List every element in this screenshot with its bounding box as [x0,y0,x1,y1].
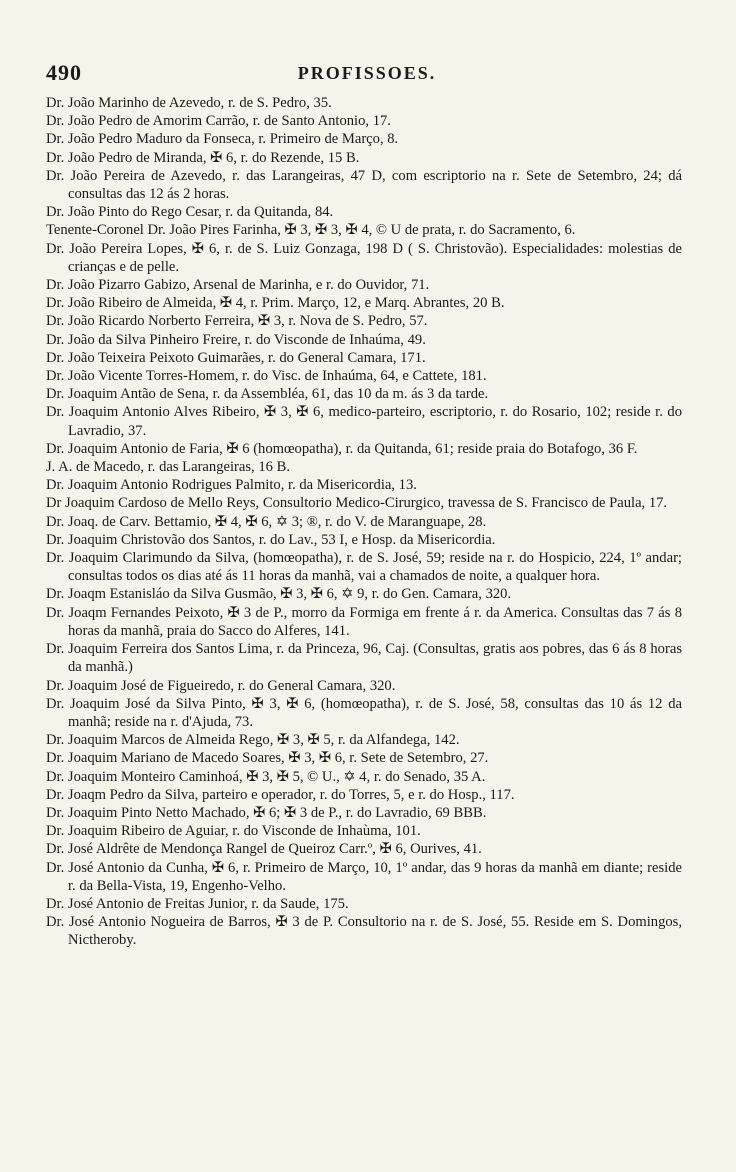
list-item: Dr. Joaquim Christovão dos Santos, r. do Lav., 53 I, e Hosp. da Misericordia. [46,531,496,548]
list-item: J. A. de Macedo, r. das Larangeiras, 16 B. [46,459,290,476]
entry-list [46,94,682,950]
list-item: Dr. Joaquim Mariano de Macedo Soares, ✠ 3, ✠ 6, r. Sete de Setembro, 27. [46,750,489,767]
list-item: Dr. Joaquim Antão de Sena, r. da Assembléa, 61, das 10 da m. ás 3 da tarde. [46,386,489,403]
list-item: Dr. João Ricardo Norberto Ferreira, ✠ 3, r. Nova de S. Pedro, 57. [46,313,428,330]
list-item: Dr. Joaquim Monteiro Caminhoá, ✠ 3, ✠ 5, © U., ✡ 4, r. do Senado, 35 A. [46,768,486,785]
list-item: Dr. João Pizarro Gabizo, Arsenal de Marinha, e r. do Ouvidor, 71. [46,277,430,294]
page-number: 490 [46,60,82,85]
list-item: Dr. Joaquim Antonio de Faria, ✠ 6 (homœopatha), r. da Quitanda, 61; reside praia do Botafogo, 36 F. [46,440,638,457]
list-item: Dr. João Marinho de Azevedo, r. de S. Pedro, 35. [46,95,332,111]
list-item: Dr. Joaquim Ribeiro de Aguiar, r. do Visconde de Inhaùma, 101. [46,823,421,840]
list-item: Dr. João Pinto do Rego Cesar, r. da Quitanda, 84. [46,204,334,221]
list-item: Dr. João Pedro de Amorim Carrão, r. de Santo Antonio, 17. [46,113,391,130]
list-item: Dr. João Pereira de Azevedo, r. das Larangeiras, 47 D, com escriptorio na r. Sete de Setembro, 24; dá consultas das 12 ás 2 horas. [46,167,682,203]
list-item: Dr. Joaquim José da Silva Pinto, ✠ 3, ✠ 6, (homœopatha), r. de S. José, 58, consultas das 10 ás 12 da manhã; reside na r. d'Ajuda, 73. [46,695,682,730]
list-item: Dr. Joaquim Antonio Alves Ribeiro, ✠ 3, ✠ 6, medico-parteiro, escriptorio, r. do Rosario, 102; reside r. do Lavradio, 37. [46,404,682,439]
list-item: Dr. Joaquim Antonio Rodrigues Palmito, r. da Misericordia, 13. [46,477,417,494]
list-item: Dr. João Ribeiro de Almeida, ✠ 4, r. Prim. Março, 12, e Marq. Abrantes, 20 B. [46,295,505,312]
list-item: Dr. Joaquim Clarimundo da Silva, (homœopatha), r. de S. José, 59; reside na r. do Hospicio, 224, 1º andar; consultas todos os dias até ás 11 horas da manhã, vai a chamados de noite, a qualquer hora. [46,550,682,585]
list-item: Tenente-Coronel Dr. João Pires Farinha, ✠ 3, ✠ 3, ✠ 4, © U de prata, r. do Sacramento, 6. [46,222,576,239]
list-item: Dr. João Vicente Torres-Homem, r. do Visc. de Inhaúma, 64, e Cattete, 181. [46,368,487,385]
page-header [46,60,688,90]
list-item: Dr. Joaq. de Carv. Bettamio, ✠ 4, ✠ 6, ✡ 3; ®, r. do V. de Maranguape, 28. [46,513,487,530]
list-item: Dr. José Aldrête de Mendonça Rangel de Queiroz Carr.º, ✠ 6, Ourives, 41. [46,841,482,858]
list-item: Dr. João Pedro Maduro da Fonseca, r. Primeiro de Março, 8. [46,131,399,148]
list-item: Dr. Joaquim José de Figueiredo, r. do General Camara, 320. [46,677,396,694]
list-item: Dr. José Antonio de Freitas Junior, r. da Saude, 175. [46,895,349,912]
list-item: Dr. Joaquim Ferreira dos Santos Lima, r. da Princeza, 96, Caj. (Consultas, gratis aos pobres, das 6 ás 8 horas da manhã.) [46,641,682,676]
page-title: PROFISSOES. [297,63,437,83]
list-item: Dr. João Teixeira Peixoto Guimarães, r. do General Camara, 171. [46,349,426,366]
list-item: Dr Joaquim Cardoso de Mello Reys, Consultorio Medico-Cirurgico, travessa de S. Francisco de Paula, 17. [46,495,668,512]
list-item: Dr. Joaqm Fernandes Peixoto, ✠ 3 de P., morro da Formiga em frente á r. da America. Consultas das 7 ás 8 horas da manhã, praia do Sacco do Alferes, 141. [46,604,682,639]
list-item: Dr. Joaquim Pinto Netto Machado, ✠ 6; ✠ 3 de P., r. do Lavradio, 69 BBB. [46,804,487,821]
list-item: Dr. José Antonio da Cunha, ✠ 6, r. Primeiro de Março, 10, 1º andar, das 9 horas da manhã em diante; reside r. da Bella-Vista, 19, Engenho-Velho. [46,859,682,894]
list-item: Dr. Joaquim Marcos de Almeida Rego, ✠ 3, ✠ 5, r. da Alfandega, 142. [46,732,460,749]
list-item: Dr. João da Silva Pinheiro Freire, r. do Visconde de Inhaúma, 49. [46,331,426,348]
list-item: Dr. Joaqm Pedro da Silva, parteiro e operador, r. do Torres, 5, e r. do Hosp., 117. [46,786,515,803]
list-item: Dr. João Pedro de Miranda, ✠ 6, r. do Rezende, 15 B. [46,149,360,166]
list-item: Dr. José Antonio Nogueira de Barros, ✠ 3 de P. Consultorio na r. de S. José, 55. Reside em S. Domingos, Nictheroby. [46,914,682,949]
list-item: Dr. Joaqm Estanisláo da Silva Gusmão, ✠ 3, ✠ 6, ✡ 9, r. do Gen. Camara, 320. [46,586,512,603]
list-item: Dr. João Pereira Lopes, ✠ 6, r. de S. Luiz Gonzaga, 198 D ( S. Christovão). Especialidades: molestias de crianças e de pelle. [46,240,682,275]
